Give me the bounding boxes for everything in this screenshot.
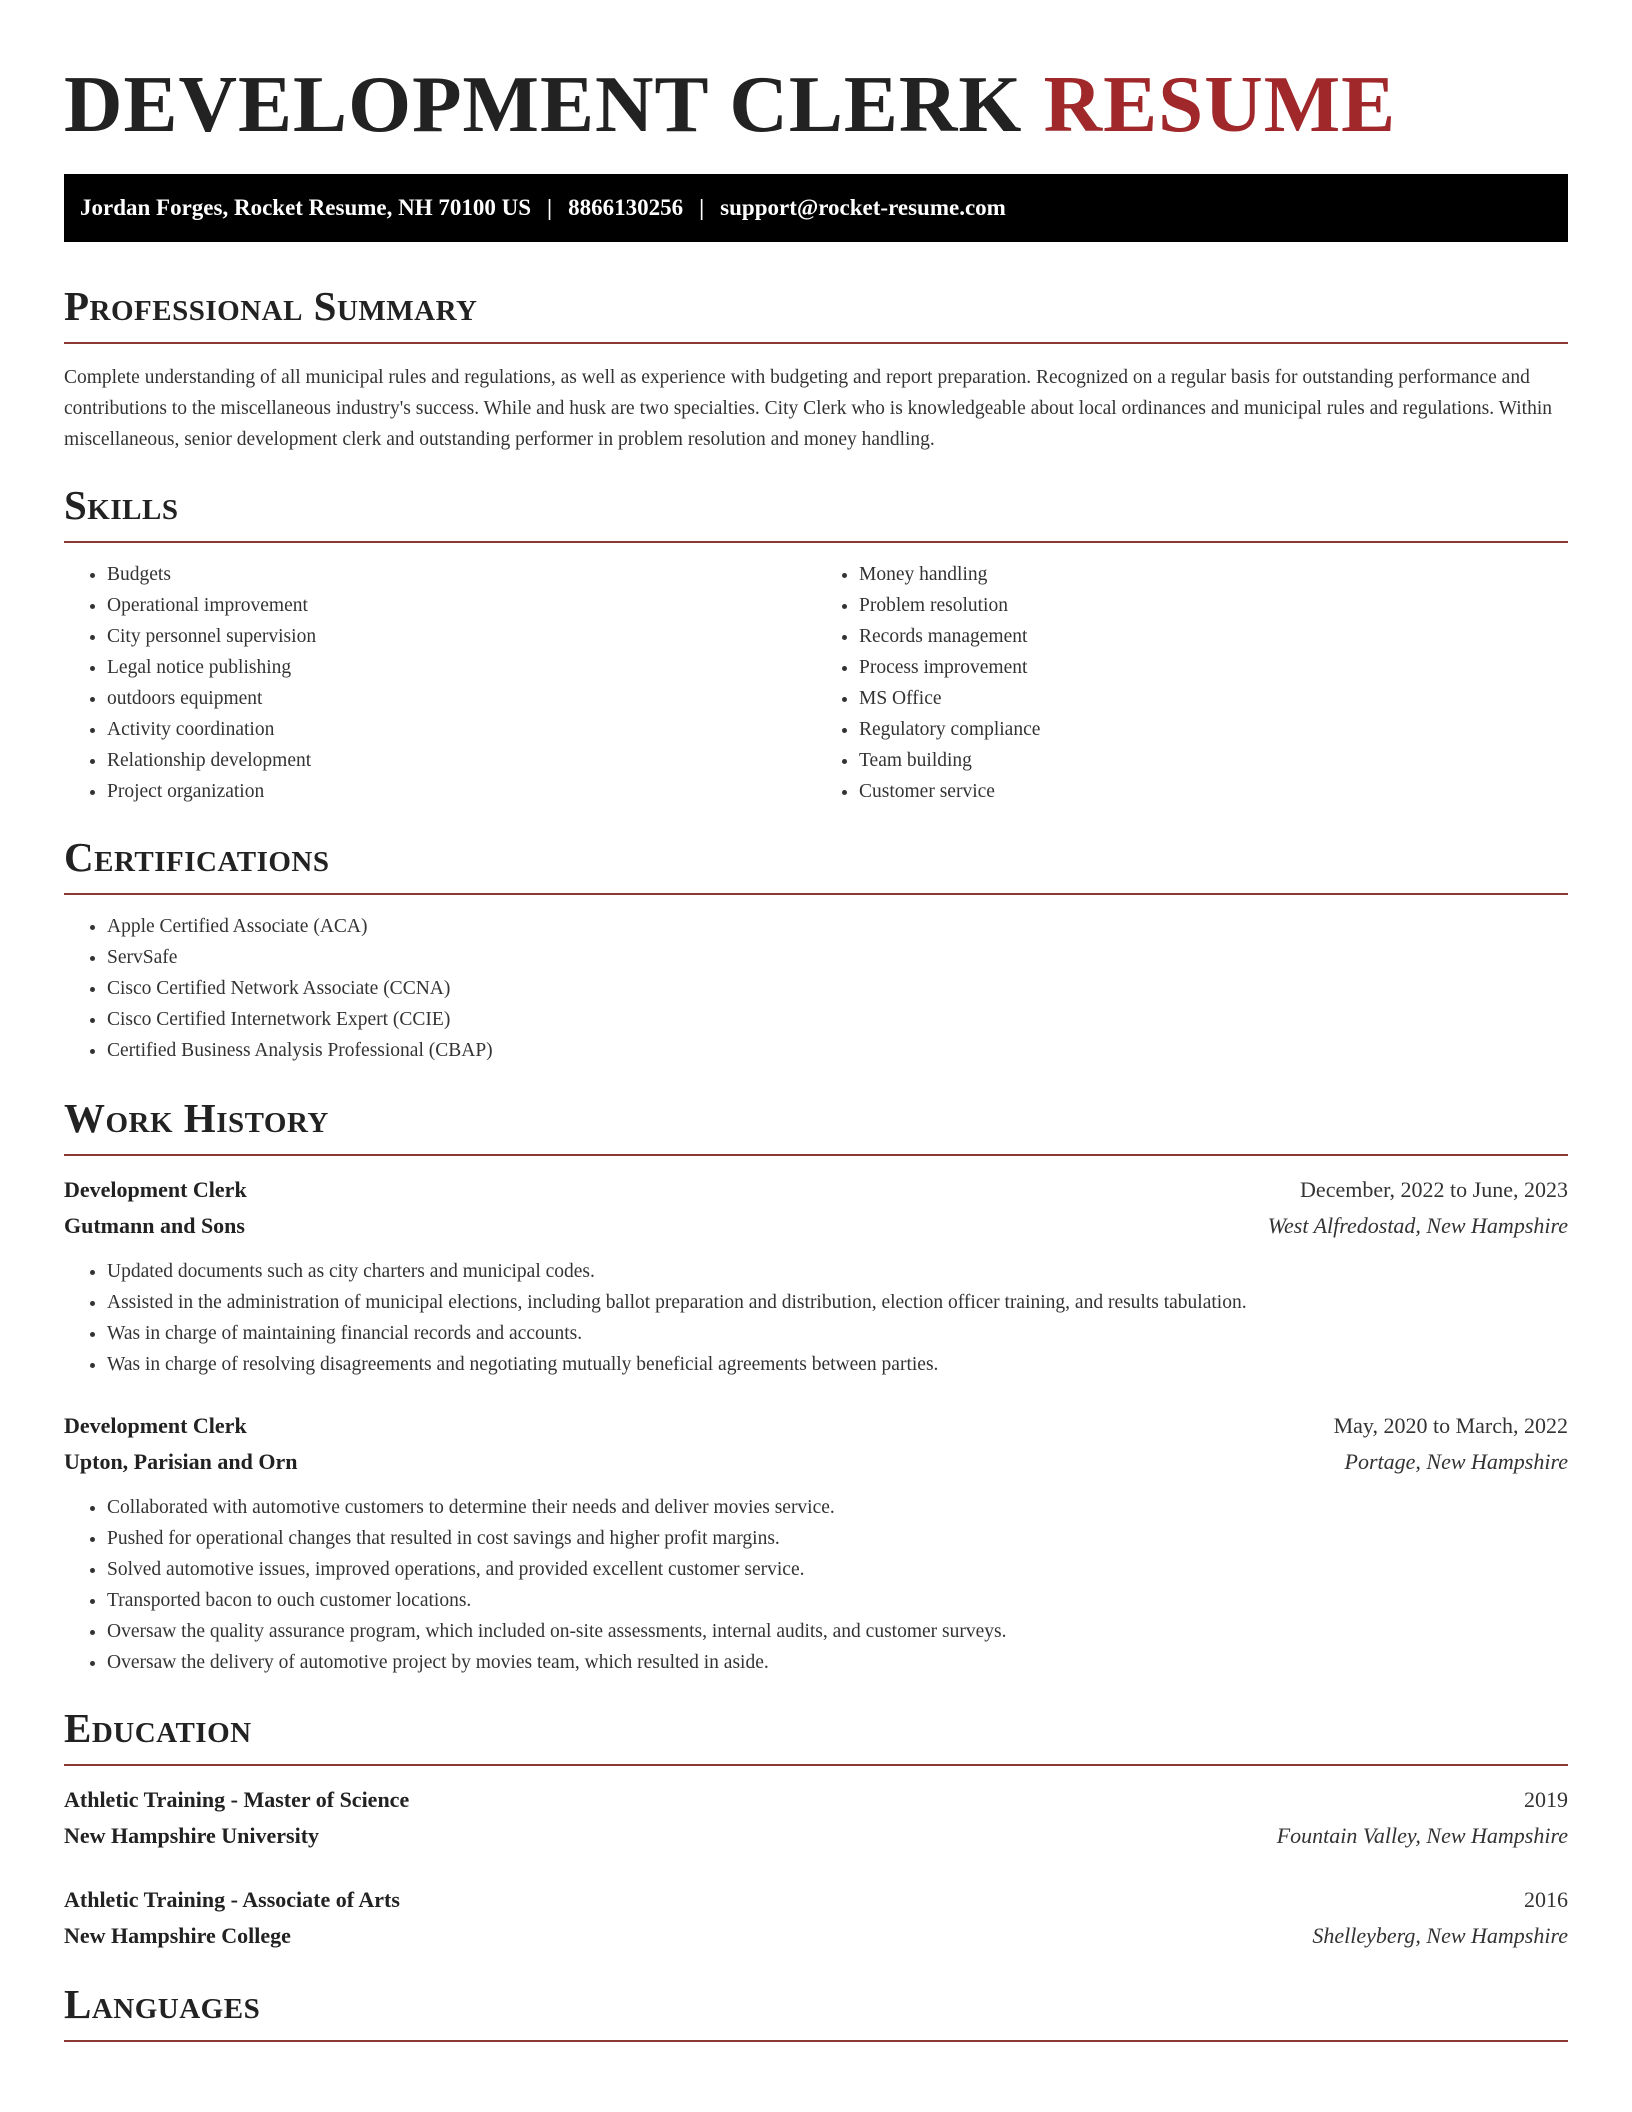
job-bullet: • Assisted in the administration of municipal elections, including ballot preparation and distribution, election officer training, and results tabulation.	[107, 1287, 1568, 1318]
certification-item: • Cisco Certified Network Associate (CCNA)	[107, 973, 1568, 1004]
job-header-row	[64, 1408, 1568, 1444]
job-bullet: • Solved automotive issues, improved operations, and provided excellent customer service.	[107, 1554, 1568, 1585]
skills-grid	[64, 559, 1568, 807]
job-company: Upton, Parisian and Orn	[64, 1449, 298, 1474]
job-bullet: • Updated documents such as city charters and municipal codes.	[107, 1256, 1568, 1287]
certification-item: • Apple Certified Associate (ACA)	[107, 911, 1568, 942]
job-bullet: • Oversaw the quality assurance program, which included on-site assessments, internal audits, and customer surveys.	[107, 1616, 1568, 1647]
certifications-list	[64, 911, 1568, 1066]
certification-item: • ServSafe	[107, 942, 1568, 973]
job-bullet: • Pushed for operational changes that resulted in cost savings and higher profit margins.	[107, 1523, 1568, 1554]
skill-item: • Budgets	[107, 559, 816, 590]
skills-heading: Skills	[64, 481, 1568, 543]
education-heading: Education	[64, 1704, 1568, 1766]
title-accent: RESUME	[1043, 59, 1397, 149]
skill-item: • Relationship development	[107, 745, 816, 776]
job-company: Gutmann and Sons	[64, 1213, 245, 1238]
summary-section	[64, 282, 1568, 455]
education-section	[64, 1704, 1568, 1954]
skills-section	[64, 481, 1568, 807]
job-dates: December, 2022 to June, 2023	[1300, 1177, 1568, 1202]
education-degree-row	[64, 1782, 1568, 1818]
job-header-row	[64, 1172, 1568, 1208]
contact-phone: 8866130256	[568, 195, 684, 220]
skill-item: • Legal notice publishing	[107, 652, 816, 683]
job-entry	[64, 1408, 1568, 1678]
contact-email: support@rocket-resume.com	[720, 195, 1006, 220]
job-bullet: • Oversaw the delivery of automotive project by movies team, which resulted in aside.	[107, 1647, 1568, 1678]
work-history-section	[64, 1094, 1568, 1678]
certification-item: • Cisco Certified Internetwork Expert (CCIE)	[107, 1004, 1568, 1035]
skill-item: • outdoors equipment	[107, 683, 816, 714]
job-company-row	[64, 1208, 1568, 1244]
job-company-row	[64, 1444, 1568, 1480]
skill-item: • Records management	[859, 621, 1568, 652]
summary-heading: Professional Summary	[64, 282, 1568, 344]
certifications-section	[64, 833, 1568, 1066]
job-entry	[64, 1172, 1568, 1380]
skill-item: • Team building	[859, 745, 1568, 776]
skill-item: • City personnel supervision	[107, 621, 816, 652]
education-location: Shelleyberg, New Hampshire	[1312, 1923, 1568, 1948]
contact-separator: |	[699, 195, 705, 220]
skill-item: • Activity coordination	[107, 714, 816, 745]
certification-item: • Certified Business Analysis Professional (CBAP)	[107, 1035, 1568, 1066]
education-degree: Athletic Training - Associate of Arts	[64, 1887, 400, 1912]
job-location: Portage, New Hampshire	[1344, 1449, 1568, 1474]
skill-item: • Process improvement	[859, 652, 1568, 683]
contact-separator: |	[547, 195, 553, 220]
education-degree-row	[64, 1882, 1568, 1918]
contact-bar	[64, 174, 1568, 242]
education-entry	[64, 1882, 1568, 1954]
contact-address: Jordan Forges, Rocket Resume, NH 70100 US	[80, 195, 532, 220]
work-history-heading: Work History	[64, 1094, 1568, 1156]
summary-text: Complete understanding of all municipal rules and regulations, as well as experience with budgeting and report preparation. Recognized on a regular basis for outstanding performance and contributions to the miscellaneous industry's success. While and husk are two specialties. City Clerk who is knowledgeable about local ordinances and municipal rules and regulations. Within miscellaneous, senior development clerk and outstanding performer in problem resolution and money handling.	[64, 367, 1553, 450]
education-degree: Athletic Training - Master of Science	[64, 1787, 410, 1812]
job-bullet: • Transported bacon to ouch customer locations.	[107, 1585, 1568, 1616]
skill-item: • Customer service	[859, 776, 1568, 807]
resume-title	[64, 0, 1568, 150]
job-title: Development Clerk	[64, 1413, 247, 1438]
languages-section	[64, 1980, 1568, 2042]
job-bullet: • Was in charge of maintaining financial records and accounts.	[107, 1318, 1568, 1349]
skill-item: • Money handling	[859, 559, 1568, 590]
education-school: New Hampshire University	[64, 1823, 320, 1848]
job-bullet: • Collaborated with automotive customers to determine their needs and deliver movies service.	[107, 1492, 1568, 1523]
job-bullets	[64, 1492, 1568, 1678]
title-main: DEVELOPMENT CLERK	[64, 59, 1023, 149]
education-school: New Hampshire College	[64, 1923, 291, 1948]
education-school-row	[64, 1818, 1568, 1854]
certifications-heading: Certifications	[64, 833, 1568, 895]
skill-item: • Problem resolution	[859, 590, 1568, 621]
education-year: 2016	[1524, 1887, 1568, 1912]
education-entry	[64, 1782, 1568, 1854]
education-location: Fountain Valley, New Hampshire	[1276, 1823, 1568, 1848]
education-school-row	[64, 1918, 1568, 1954]
education-year: 2019	[1524, 1787, 1568, 1812]
skill-item: • Project organization	[107, 776, 816, 807]
job-bullet: • Was in charge of resolving disagreements and negotiating mutually beneficial agreements between parties.	[107, 1349, 1568, 1380]
skill-item: • Operational improvement	[107, 590, 816, 621]
skills-column-left	[64, 559, 816, 807]
skills-column-right	[816, 559, 1568, 807]
job-bullets	[64, 1256, 1568, 1380]
job-location: West Alfredostad, New Hampshire	[1267, 1213, 1568, 1238]
languages-heading: Languages	[64, 1980, 1568, 2042]
job-dates: May, 2020 to March, 2022	[1333, 1413, 1568, 1438]
job-title: Development Clerk	[64, 1177, 247, 1202]
skill-item: • MS Office	[859, 683, 1568, 714]
skill-item: • Regulatory compliance	[859, 714, 1568, 745]
